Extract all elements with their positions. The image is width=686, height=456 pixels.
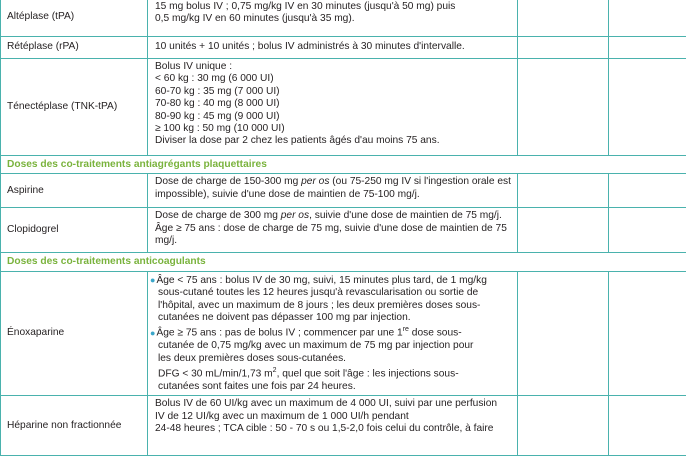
dose-line: les deux premières doses sous-cutanées. [150,353,512,365]
dose-cell-tenecteplase [148,59,518,156]
dose-cell-reteplase: 10 unités + 10 unités ; bolus IV administrés à 30 minutes d'intervalle. [148,37,518,59]
dose-line: Bolus IV unique : [155,61,512,73]
dose-line: cutanées ne doivent pas dépasser 100 mg par injection. [150,312,512,324]
dose-line: 15 mg bolus IV ; 0,75 mg/kg IV en 30 minutes (jusqu'à 50 mg) puis [155,1,512,13]
dose-line: Bolus IV de 60 UI/kg avec un maximum de 4 000 UI, suivi par une perfusion [155,398,512,410]
bullet-line [150,274,512,287]
dose-line [155,210,512,222]
empty-cell [518,59,609,156]
empty-cell [609,174,686,208]
dose-text: Âge < 75 ans : bolus IV de 30 mg, suivi, 15 minutes plus tard, de 1 mg/kg [156,275,486,286]
empty-cell [518,174,609,208]
dose-line: IV de 12 UI/kg avec un maximum de 1 000 UI/h pendant [155,411,512,423]
empty-cell [518,396,609,456]
dose-text: DFG < 30 mL/min/1,73 m [158,368,273,379]
empty-cell [518,0,609,37]
dose-cell-clopidogrel [148,208,518,253]
dose-cell-heparine [148,396,518,456]
empty-cell [609,0,686,37]
dose-text: Dose de charge de 300 mg [155,210,281,221]
bullet-icon: ● [150,275,155,285]
dose-text: (ou 75-250 mg IV si l'ingestion orale est impossible), suivie d'une dose de maintien de 75-100 mg/j. [155,176,511,199]
dose-line: < 60 kg : 30 mg (6 000 UI) [155,73,512,85]
dose-line: 70-80 kg : 40 mg (8 000 UI) [155,98,512,110]
bullet-icon: ● [150,328,155,338]
table-row-reteplase [1,37,686,59]
dose-line: 0,5 mg/kg IV en 60 minutes (jusqu'à 35 mg). [155,13,512,25]
table-row-clopidogrel [1,208,686,253]
dose-cell-enoxaparine [148,271,518,395]
empty-cell [518,208,609,253]
dose-line: sous-cutané toutes les 12 heures jusqu'à revascularisation ou sortie de [150,287,512,299]
dose-line: Âge ≥ 75 ans : dose de charge de 75 mg, suivie d'une dose de maintien de 75 mg/j. [155,223,512,248]
dose-text: dose sous- [409,328,462,339]
dose-text-italic: per os [301,176,329,187]
dose-line: cutanées sont faites une fois par 24 heures. [150,381,512,393]
empty-cell [609,396,686,456]
dose-text-italic: per os [281,210,309,221]
drug-name-tenecteplase: Ténectéplase (TNK-tPA) [1,59,148,156]
dose-cell-aspirine [148,174,518,208]
empty-cell [609,208,686,253]
table-row-heparine [1,396,686,456]
drug-name-enoxaparine: Énoxaparine [1,271,148,395]
section-title: Doses des co-traitements antiagrégants plaquettaires [1,156,686,174]
dose-text: Dose de charge de 150-300 mg [155,176,301,187]
dose-text: , suivie d'une dose de maintien de 75 mg/j. [309,210,502,221]
dose-line: 24-48 heures ; TCA cible : 50 - 70 s ou 1,5-2,0 fois celui du contrôle, à faire [155,423,512,435]
dose-line: ≥ 100 kg : 50 mg (10 000 UI) [155,123,512,135]
drug-name-clopidogrel: Clopidogrel [1,208,148,253]
drug-name-alteplase: Altéplase (tPA) [1,0,148,37]
dose-line: cutanée de 0,75 mg/kg avec un maximum de 75 mg par injection pour [150,340,512,352]
dose-text: , quel que soit l'âge : les injections sous- [277,368,459,379]
empty-cell [609,59,686,156]
dose-line: l'hôpital, avec un maximum de 8 jours ; les deux premières doses sous- [150,300,512,312]
empty-cell [518,271,609,395]
table-row-enoxaparine [1,271,686,395]
drug-name-heparine: Héparine non fractionnée [1,396,148,456]
drug-name-reteplase: Rétéplase (rPA) [1,37,148,59]
table-row-aspirine [1,174,686,208]
drug-name-aspirine: Aspirine [1,174,148,208]
dose-line: 80-90 kg : 45 mg (9 000 UI) [155,111,512,123]
dose-line [150,365,512,381]
empty-cell [609,271,686,395]
dose-cell-alteplase [148,0,518,37]
section-title: Doses des co-traitements anticoagulants [1,253,686,271]
table-row-tenecteplase [1,59,686,156]
section-header-antiplatelet [1,156,686,174]
superscript: re [403,326,409,333]
empty-cell [609,37,686,59]
dose-line: Diviser la dose par 2 chez les patients âgés d'au moins 75 ans. [155,135,512,147]
dose-line: 60-70 kg : 35 mg (7 000 UI) [155,86,512,98]
bullet-line [150,324,512,340]
section-header-anticoagulant [1,253,686,271]
superscript: 2 [273,367,277,374]
table-row-alteplase [1,0,686,37]
empty-cell [518,37,609,59]
dose-text: Âge ≥ 75 ans : pas de bolus IV ; commencer par une 1 [156,328,402,339]
